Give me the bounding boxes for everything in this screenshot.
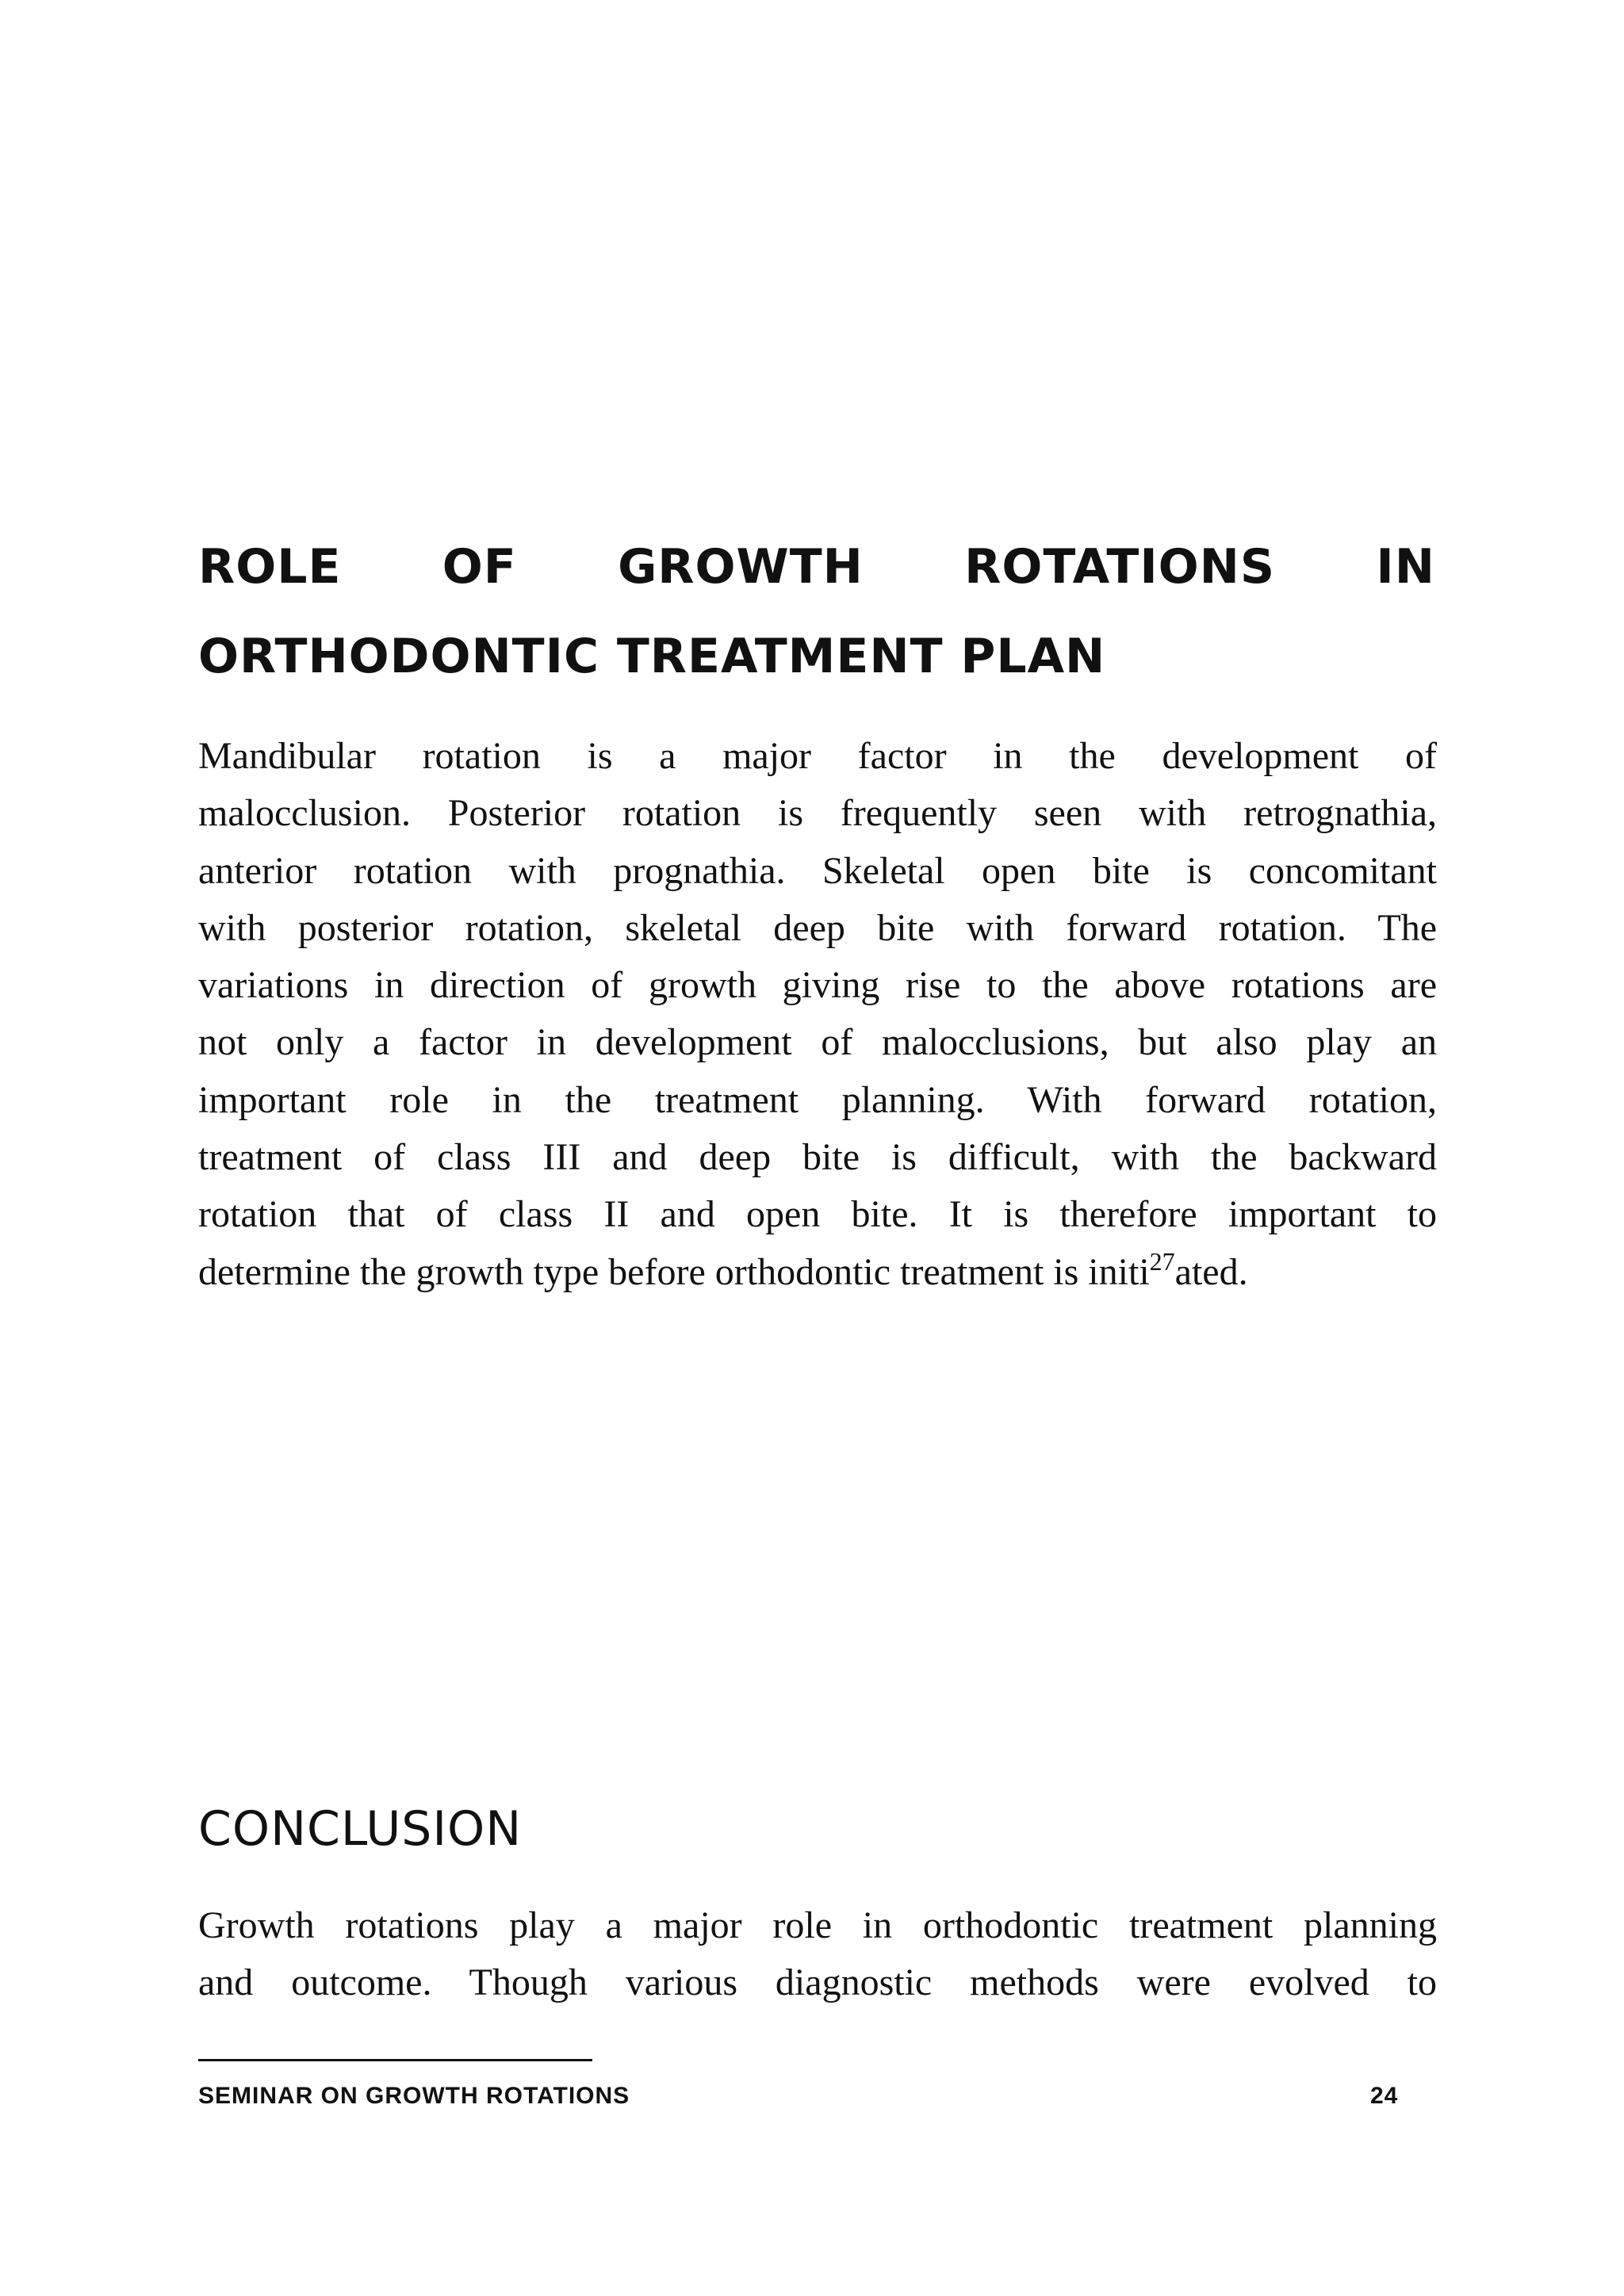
conclusion-heading: CONCLUSION xyxy=(198,1801,523,1857)
heading-word: ROTATIONS xyxy=(964,539,1276,595)
paragraph-line: treatment of class III and deep bite is difficult, with the backward xyxy=(198,1136,1437,1179)
paragraph-line: Mandibular rotation is a major factor in the development of xyxy=(198,735,1437,777)
paragraph-line: variations in direction of growth giving rise to the above rotations are xyxy=(198,964,1437,1007)
paragraph-line: with posterior rotation, skeletal deep bite with forward rotation. The xyxy=(198,906,1437,949)
last-line-text-before: determine the growth type before orthodontic treatment is initi xyxy=(198,1250,1150,1293)
last-line-text-after: ated. xyxy=(1174,1250,1248,1293)
paragraph-line: important role in the treatment planning. With forward rotation, xyxy=(198,1078,1437,1121)
paragraph-line: rotation that of class II and open bite. It is therefore important to xyxy=(198,1193,1437,1236)
paragraph-line: Growth rotations play a major role in orthodontic treatment planning xyxy=(198,1904,1437,1946)
page-number: 24 xyxy=(1370,2083,1399,2109)
footer-title: SEMINAR ON GROWTH ROTATIONS xyxy=(198,2083,630,2109)
heading-word: GROWTH xyxy=(618,539,864,595)
paragraph-last-line xyxy=(198,1244,1437,1301)
heading-word: IN xyxy=(1376,539,1435,595)
body-paragraph xyxy=(198,728,1437,1301)
conclusion-paragraph xyxy=(198,1897,1437,2012)
citation-superscript: 27 xyxy=(1149,1246,1175,1276)
paragraph-line: anterior rotation with prognathia. Skeletal open bite is concomitant xyxy=(198,849,1437,892)
paragraph-line: malocclusion. Posterior rotation is frequently seen with retrognathia, xyxy=(198,792,1437,835)
section-heading-line-2: ORTHODONTIC TREATMENT PLAN xyxy=(198,629,1106,684)
paragraph-line: not only a factor in development of malocclusions, but also play an xyxy=(198,1021,1437,1064)
heading-word: OF xyxy=(442,539,517,595)
heading-word: ROLE xyxy=(198,539,342,595)
paragraph-line: and outcome. Though various diagnostic methods were evolved to xyxy=(198,1961,1437,2004)
footer-divider xyxy=(198,2059,592,2061)
section-heading-line-1 xyxy=(198,531,1435,603)
